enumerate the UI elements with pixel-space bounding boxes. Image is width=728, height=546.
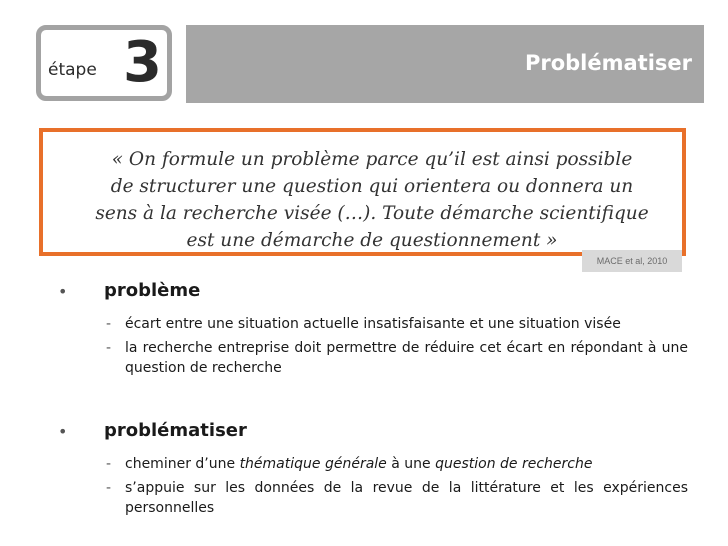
- slide-title: Problématiser: [524, 51, 692, 75]
- dash-marker: -: [106, 316, 112, 332]
- list-item-text: s’appuie sur les données de la revue de la littérature et les expériences personnelles: [125, 480, 688, 516]
- bullet-dot: •: [58, 282, 68, 301]
- emphasis-text: thématique générale: [239, 456, 387, 472]
- sub-list: [100, 454, 688, 522]
- quote-text: [83, 146, 661, 254]
- step-label: étape: [48, 60, 97, 80]
- quote-box: [39, 128, 686, 256]
- list-item-text: la recherche entreprise doit permettre de réduire cet écart en répondant à une question de recherche: [125, 340, 688, 376]
- list-item: [100, 454, 688, 474]
- list-item: [100, 338, 688, 378]
- emphasis-text: question de recherche: [435, 456, 593, 472]
- list-item: [100, 478, 688, 518]
- sub-list: [100, 314, 688, 382]
- bullet-title: problème: [104, 280, 201, 301]
- quote-line: est une démarche de questionnement »: [186, 230, 558, 251]
- list-item-text: cheminer d’une: [125, 456, 240, 472]
- quote-line: « On formule un problème parce qu’il est ainsi possible: [111, 149, 633, 170]
- list-item-text: à une: [386, 456, 436, 472]
- step-number: 3: [123, 30, 162, 95]
- step-badge: [36, 25, 172, 101]
- list-item: [100, 314, 688, 334]
- bullet-dot: •: [58, 422, 68, 441]
- quote-line: de structurer une question qui orientera ou donnera un: [110, 176, 634, 197]
- dash-marker: -: [106, 480, 112, 496]
- citation-badge: MACE et al, 2010: [582, 250, 682, 272]
- dash-marker: -: [106, 456, 112, 472]
- title-bar: [186, 25, 704, 103]
- quote-line: sens à la recherche visée (…). Toute démarche scientifique: [95, 203, 649, 224]
- list-item-text: écart entre une situation actuelle insatisfaisante et une situation visée: [125, 316, 621, 332]
- dash-marker: -: [106, 340, 112, 356]
- bullet-title: problématiser: [104, 420, 247, 441]
